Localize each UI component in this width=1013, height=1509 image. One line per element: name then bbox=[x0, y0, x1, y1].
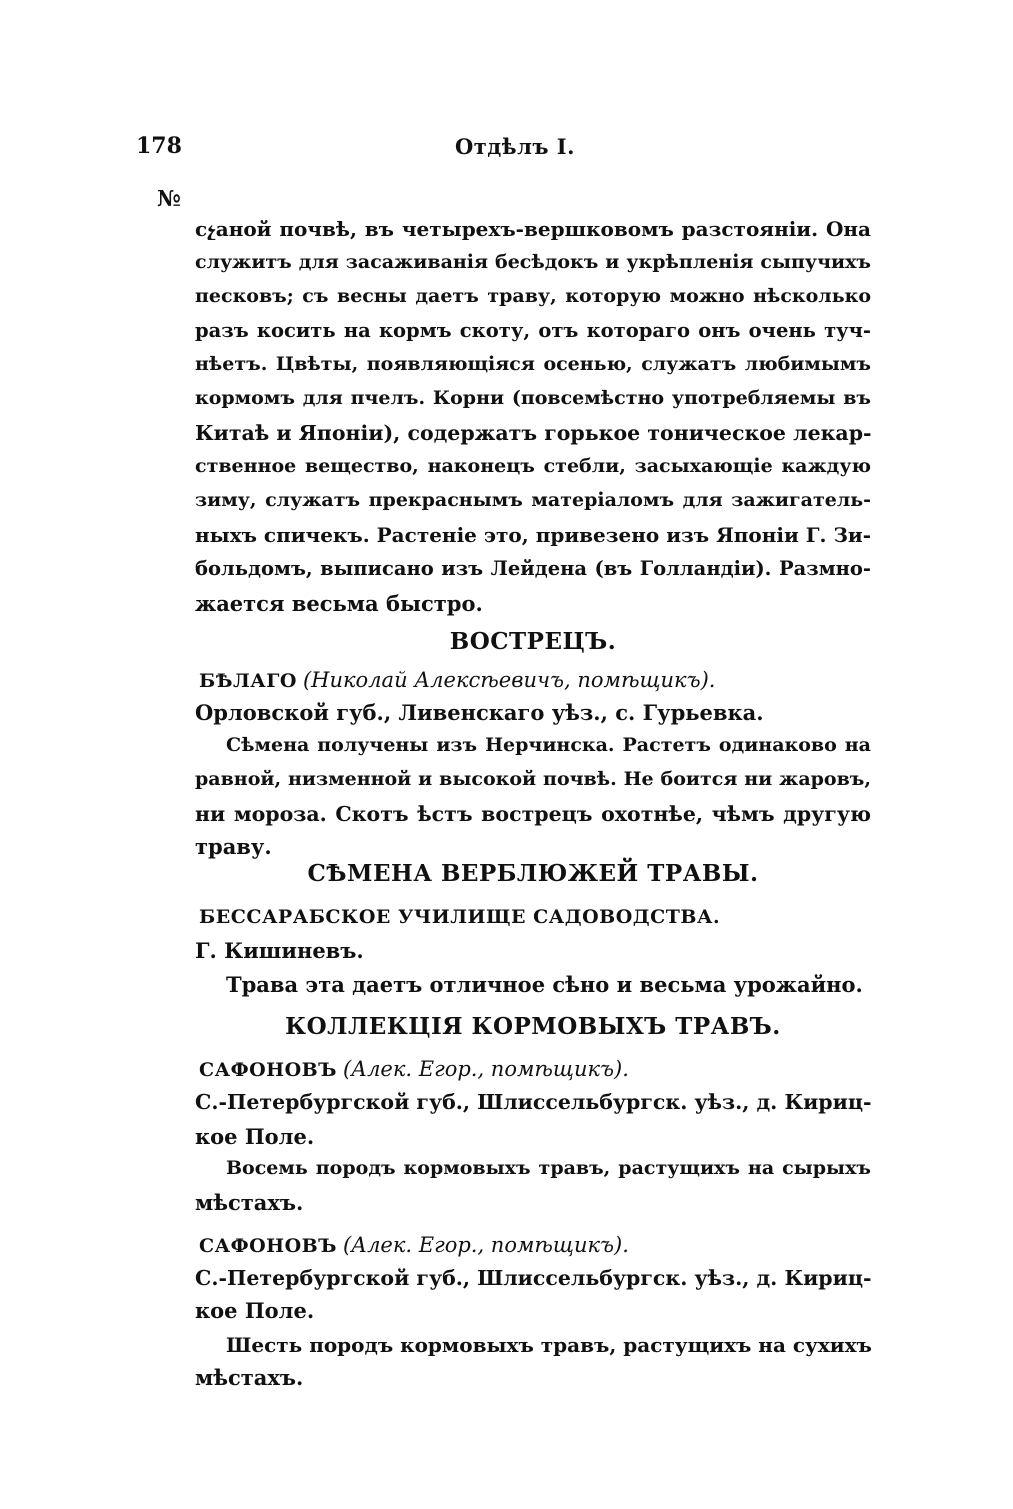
section-heading: КОЛЛЕКЦІЯ КОРМОВЫХЪ ТРАВЪ. bbox=[285, 1013, 781, 1040]
text-line: Восемь породъ кормовыхъ травъ, растущихъ на сырыхъ bbox=[226, 1157, 871, 1179]
text-line: мѣстахъ. bbox=[195, 1365, 304, 1390]
text-line: Сѣмена получены изъ Нерчинска. Растетъ одинаково на bbox=[226, 734, 871, 756]
text-line: ни мороза. Скотъ ѣстъ вострецъ охотнѣе, чѣмъ другую bbox=[195, 802, 871, 826]
text-line: мѣстахъ. bbox=[195, 1190, 304, 1215]
location-line: Г. Кишиневъ. bbox=[195, 938, 364, 963]
exhibitor-description: (Алек. Егор., помѣщикъ). bbox=[342, 1057, 629, 1081]
page-number: 178 bbox=[136, 133, 182, 159]
exhibitor-name: БЕССАРАБСКОЕ УЧИЛИЩЕ САДОВОДСТВА. bbox=[199, 906, 721, 928]
exhibitor-name: САФОНОВЪ bbox=[199, 1235, 337, 1257]
text-line: ныхъ спичекъ. Растеніе это, привезено изъ Японіи Г. Зи- bbox=[195, 523, 872, 547]
exhibitor-name: БѢЛАГО bbox=[199, 670, 297, 692]
exhibitor-line bbox=[199, 1233, 629, 1257]
text-line: служитъ для засаживанія бесѣдокъ и укрѣпленія сыпучихъ bbox=[195, 251, 871, 273]
text-line: нѣетъ. Цвѣты, появляющіяся осенью, служатъ любимымъ bbox=[195, 353, 871, 375]
running-head: Отдѣлъ I. bbox=[455, 134, 575, 159]
text-line: разъ косить на кормъ скоту, отъ котораго онъ очень туч- bbox=[195, 319, 871, 342]
text-line: ственное вещество, наконецъ стебли, засыхающіе каждую bbox=[195, 455, 871, 477]
location-line: С.-Петербургской губ., Шлиссельбургск. уѣз., д. Кириц- bbox=[195, 1090, 872, 1114]
location-line: Орловской губ., Ливенскаго уѣз., с. Гурьевка. bbox=[195, 700, 764, 725]
text-line: Трава эта даетъ отличное сѣно и весьма урожайно. bbox=[226, 972, 863, 997]
exhibitor-description: (Алек. Егор., помѣщикъ). bbox=[342, 1233, 629, 1257]
exhibitor-description: (Николай Алексѣевичъ, помѣщикъ). bbox=[302, 668, 716, 692]
exhibitor-line bbox=[199, 906, 720, 928]
location-line: С.-Петербургской губ., Шлиссельбургск. уѣз., д. Кириц- bbox=[195, 1266, 872, 1290]
exhibitor-line bbox=[199, 1057, 629, 1081]
section-heading: ВОСТРЕЦЪ. bbox=[449, 628, 617, 655]
text-line: Китаѣ и Японіи), содержатъ горькое тоническое лекар- bbox=[195, 421, 872, 445]
text-line: больдомъ, выписано изъ Лейдена (въ Голландіи). Размно- bbox=[195, 557, 871, 580]
text-line: песковъ; съ весны даетъ траву, которую можно нѣсколько bbox=[195, 285, 871, 307]
text-line: Шесть породъ кормовыхъ травъ, растущихъ на сухихъ bbox=[226, 1333, 872, 1357]
text-line: равной, низменной и высокой почвѣ. Не боится ни жаровъ, bbox=[195, 768, 871, 790]
text-line: кормомъ для пчелъ. Корни (повсемѣстно употребляемы въ bbox=[195, 387, 871, 409]
number-mark: № bbox=[157, 186, 181, 212]
text-line: жается весьма быстро. bbox=[195, 591, 483, 616]
exhibitor-name: САФОНОВЪ bbox=[199, 1059, 337, 1081]
text-line: сչаной почвѣ, въ четырехъ-вершковомъ разстояніи. Она bbox=[195, 217, 871, 241]
location-line: кое Поле. bbox=[195, 1298, 315, 1323]
exhibitor-line bbox=[199, 668, 715, 692]
text-line: траву. bbox=[195, 834, 272, 859]
location-line: кое Поле. bbox=[195, 1124, 315, 1149]
text-line: зиму, служатъ прекраснымъ матеріаломъ для зажигатель- bbox=[195, 489, 871, 511]
section-heading: СѢМЕНА ВЕРБЛЮЖЕЙ ТРАВЫ. bbox=[307, 860, 759, 887]
